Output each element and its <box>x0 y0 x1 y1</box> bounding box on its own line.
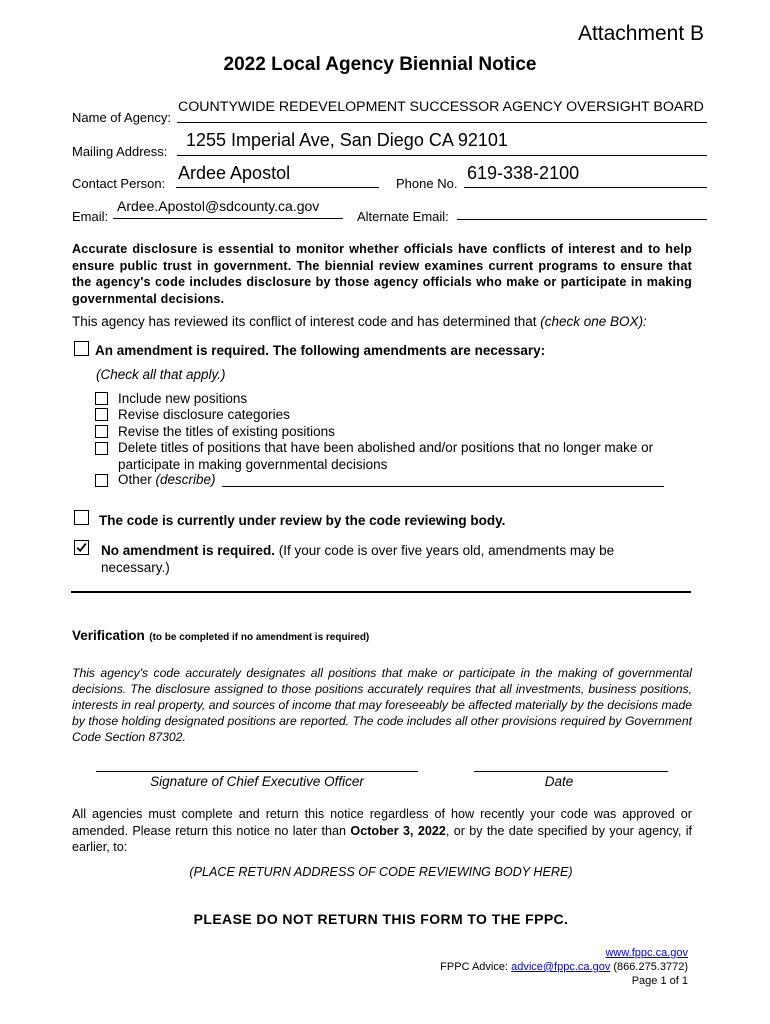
mailing-address-label: Mailing Address: <box>72 144 168 159</box>
section-divider <box>71 591 691 593</box>
delete-titles-checkbox[interactable] <box>95 442 108 455</box>
phone-underline <box>464 187 707 188</box>
under-review-label: The code is currently under review by the code reviewing body. <box>99 513 506 528</box>
phone-field[interactable]: 619-338-2100 <box>467 163 580 183</box>
agency-name-label: Name of Agency: <box>72 110 171 125</box>
do-not-return-warning: PLEASE DO NOT RETURN THIS FORM TO THE FPPC. <box>193 911 569 927</box>
contact-person-label: Contact Person: <box>72 176 166 191</box>
amendment-required-checkbox[interactable] <box>74 341 89 356</box>
fppc-website-link[interactable]: www.fppc.ca.gov <box>605 947 688 959</box>
other-checkbox[interactable] <box>95 474 108 487</box>
fppc-footer: www.fppc.ca.gov FPPC Advice: advice@fppc.ca.gov (866.275.3772) Page 1 of 1 <box>440 947 688 987</box>
include-new-positions-label: Include new positions <box>118 391 248 406</box>
date-label: Date <box>544 774 574 789</box>
include-new-positions-checkbox[interactable] <box>95 392 108 405</box>
phone-label: Phone No. <box>396 176 458 191</box>
amendment-required-label: An amendment is required. The following amendments are necessary: <box>95 343 546 358</box>
fppc-advice-email-link[interactable]: advice@fppc.ca.gov <box>511 961 611 973</box>
contact-person-field[interactable]: Ardee Apostol <box>178 163 291 183</box>
return-instructions: All agencies must complete and return this notice regardless of how recently your code was approved or amended. Please return this notice no later than October 3, 2022, or by the date specified by your agency, if earlier, to: <box>72 807 692 854</box>
review-statement: This agency has reviewed its conflict of interest code and has determined that (check one BOX): <box>72 314 647 329</box>
other-label: Other (describe) <box>118 472 216 487</box>
revise-titles-checkbox[interactable] <box>95 425 108 438</box>
mailing-address-field[interactable]: 1255 Imperial Ave, San Diego CA 92101 <box>186 130 508 150</box>
no-amendment-checkbox[interactable] <box>74 540 89 555</box>
email-label: Email: <box>72 209 109 224</box>
page-title: 2022 Local Agency Biennial Notice <box>223 54 537 75</box>
return-address-placeholder: (PLACE RETURN ADDRESS OF CODE REVIEWING BODY HERE) <box>189 865 573 879</box>
email-underline <box>113 218 343 219</box>
verification-paragraph: This agency's code accurately designates all positions that make or participate in the making of governmental decisions. The disclosure assigned to those positions accurately requires that all investments, business positions, interests in real property, and sources of income that may foreseeably be affected materially by the decisions made by those holding designated positions are reported. The code includes all other provisions required by Government Code Section 87302. <box>72 666 692 744</box>
agency-name-underline <box>177 122 707 123</box>
alternate-email-label: Alternate Email: <box>357 209 449 224</box>
alternate-email-underline <box>457 219 707 220</box>
signature-line[interactable] <box>96 771 418 772</box>
no-amendment-label: No amendment is required. (If your code is over five years old, amendments may be necessary.) <box>101 543 615 575</box>
check-all-note: (Check all that apply.) <box>96 367 226 382</box>
agency-name-field[interactable]: COUNTYWIDE REDEVELOPMENT SUCCESSOR AGENCY OVERSIGHT BOARD <box>178 99 704 115</box>
page-number: Page 1 of 1 <box>631 975 688 987</box>
under-review-checkbox[interactable] <box>74 510 89 525</box>
revise-disclosure-categories-label: Revise disclosure categories <box>118 407 290 422</box>
delete-titles-label: Delete titles of positions that have been abolished and/or positions that no longer make or participate in making governmental decisions <box>118 440 654 472</box>
other-describe-input[interactable] <box>222 486 664 487</box>
attachment-label: Attachment B <box>577 22 704 45</box>
intro-paragraph: Accurate disclosure is essential to monitor whether officials have conflicts of interest and to help ensure public trust in government. The biennial review examines current programs to ensure that the agency's code includes disclosure by those agency officials who make or participate in making governmental decisions. <box>72 242 692 306</box>
revise-titles-label: Revise the titles of existing positions <box>118 424 335 439</box>
contact-person-underline <box>176 187 379 188</box>
mailing-address-underline <box>177 155 707 156</box>
checkmark-icon <box>75 541 88 554</box>
email-field[interactable]: Ardee.Apostol@sdcounty.ca.gov <box>117 198 320 214</box>
signature-label: Signature of Chief Executive Officer <box>150 774 364 789</box>
date-line[interactable] <box>474 771 668 772</box>
revise-disclosure-categories-checkbox[interactable] <box>95 408 108 421</box>
verification-heading: Verification (to be completed if no amendment is required) <box>72 628 370 643</box>
